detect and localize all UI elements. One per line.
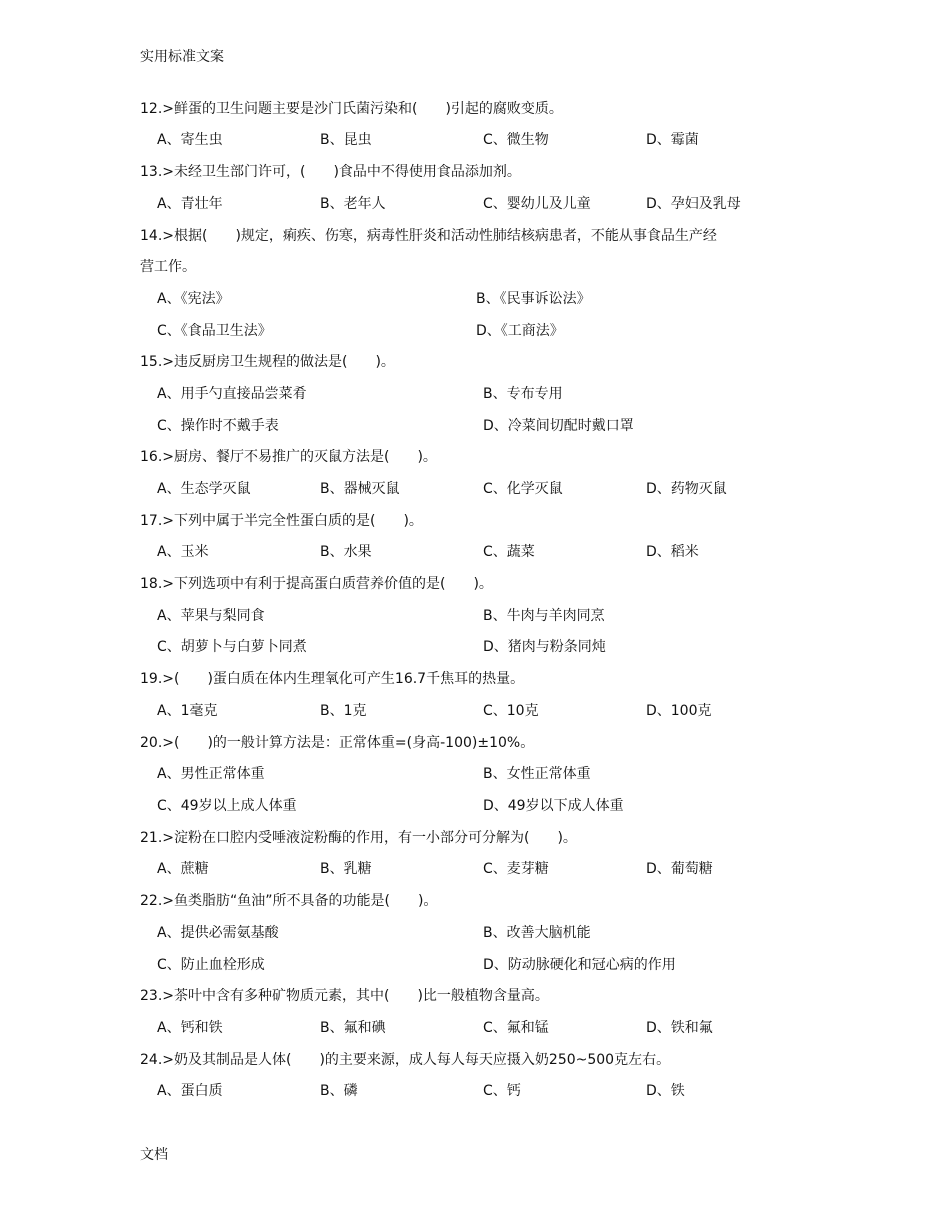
page-footer: 文档 bbox=[140, 1147, 168, 1163]
option-17-b: B、水果 bbox=[320, 544, 372, 560]
option-24-d: D、铁 bbox=[646, 1083, 685, 1099]
option-15-b: B、专布专用 bbox=[483, 386, 563, 402]
question-stem-19: 19.>( )蛋白质在体内生理氧化可产生16.7千焦耳的热量。 bbox=[140, 671, 525, 687]
option-15-d: D、冷菜间切配时戴口罩 bbox=[483, 418, 634, 434]
option-13-b: B、老年人 bbox=[320, 196, 386, 212]
option-13-d: D、孕妇及乳母 bbox=[646, 196, 741, 212]
option-21-d: D、葡萄糖 bbox=[646, 861, 713, 877]
question-stem-16: 16.>厨房、餐厅不易推广的灭鼠方法是( )。 bbox=[140, 449, 437, 465]
option-19-d: D、100克 bbox=[646, 703, 712, 719]
option-16-a: A、生态学灭鼠 bbox=[157, 481, 251, 497]
option-15-c: C、操作时不戴手表 bbox=[157, 418, 279, 434]
option-13-c: C、婴幼儿及儿童 bbox=[483, 196, 591, 212]
option-19-a: A、1毫克 bbox=[157, 703, 218, 719]
option-23-d: D、铁和氟 bbox=[646, 1020, 713, 1036]
option-14-b: B、《民事诉讼法》 bbox=[476, 291, 591, 307]
option-20-b: B、女性正常体重 bbox=[483, 766, 591, 782]
option-19-b: B、1克 bbox=[320, 703, 367, 719]
option-17-d: D、稻米 bbox=[646, 544, 699, 560]
option-14-a: A、《宪法》 bbox=[157, 291, 230, 307]
option-24-a: A、蛋白质 bbox=[157, 1083, 223, 1099]
option-24-c: C、钙 bbox=[483, 1083, 521, 1099]
page-header: 实用标准文案 bbox=[140, 49, 224, 65]
option-16-c: C、化学灭鼠 bbox=[483, 481, 563, 497]
option-23-a: A、钙和铁 bbox=[157, 1020, 223, 1036]
question-stem-24: 24.>奶及其制品是人体( )的主要来源，成人每人每天应摄入奶250~500克左右。 bbox=[140, 1052, 671, 1068]
option-18-c: C、胡萝卜与白萝卜同煮 bbox=[157, 639, 307, 655]
question-stem-14: 14.>根据( )规定，痢疾、伤寒，病毒性肝炎和活动性肺结核病患者，不能从事食品生产经 bbox=[140, 228, 717, 244]
option-22-d: D、防动脉硬化和冠心病的作用 bbox=[483, 957, 676, 973]
option-15-a: A、用手勺直接品尝菜肴 bbox=[157, 386, 307, 402]
option-16-b: B、器械灭鼠 bbox=[320, 481, 400, 497]
question-stem-17: 17.>下列中属于半完全性蛋白质的是( )。 bbox=[140, 513, 423, 529]
option-18-d: D、猪肉与粉条同炖 bbox=[483, 639, 606, 655]
question-stem-12: 12.>鲜蛋的卫生问题主要是沙门氏菌污染和( )引起的腐败变质。 bbox=[140, 101, 563, 117]
option-24-b: B、磷 bbox=[320, 1083, 358, 1099]
option-16-d: D、药物灭鼠 bbox=[646, 481, 727, 497]
option-20-d: D、49岁以下成人体重 bbox=[483, 798, 624, 814]
option-12-a: A、寄生虫 bbox=[157, 132, 223, 148]
question-stem-20: 20.>( )的一般计算方法是：正常体重=(身高-100)±10%。 bbox=[140, 735, 535, 751]
question-stem-21: 21.>淀粉在口腔内受唾液淀粉酶的作用，有一小部分可分解为( )。 bbox=[140, 830, 577, 846]
option-18-b: B、牛肉与羊肉同烹 bbox=[483, 608, 605, 624]
question-stem-22: 22.>鱼类脂肪“鱼油”所不具备的功能是( )。 bbox=[140, 893, 438, 909]
question-stem-13: 13.>未经卫生部门许可，( )食品中不得使用食品添加剂。 bbox=[140, 164, 521, 180]
option-14-c: C、《食品卫生法》 bbox=[157, 323, 272, 339]
question-stem-18: 18.>下列选项中有利于提高蛋白质营养价值的是( )。 bbox=[140, 576, 493, 592]
option-21-b: B、乳糖 bbox=[320, 861, 372, 877]
option-17-a: A、玉米 bbox=[157, 544, 209, 560]
option-21-a: A、蔗糖 bbox=[157, 861, 209, 877]
option-13-a: A、青壮年 bbox=[157, 196, 223, 212]
option-20-c: C、49岁以上成人体重 bbox=[157, 798, 297, 814]
option-17-c: C、蔬菜 bbox=[483, 544, 535, 560]
option-12-b: B、昆虫 bbox=[320, 132, 372, 148]
option-12-c: C、微生物 bbox=[483, 132, 549, 148]
option-12-d: D、霉菌 bbox=[646, 132, 699, 148]
option-14-d: D、《工商法》 bbox=[476, 323, 564, 339]
option-23-b: B、氟和碘 bbox=[320, 1020, 386, 1036]
option-22-b: B、改善大脑机能 bbox=[483, 925, 591, 941]
option-22-a: A、提供必需氨基酸 bbox=[157, 925, 279, 941]
option-22-c: C、防止血栓形成 bbox=[157, 957, 265, 973]
question-stem-14-cont: 营工作。 bbox=[140, 259, 196, 275]
question-stem-23: 23.>茶叶中含有多种矿物质元素，其中( )比一般植物含量高。 bbox=[140, 988, 549, 1004]
option-21-c: C、麦芽糖 bbox=[483, 861, 549, 877]
question-stem-15: 15.>违反厨房卫生规程的做法是( )。 bbox=[140, 354, 395, 370]
option-20-a: A、男性正常体重 bbox=[157, 766, 265, 782]
option-18-a: A、苹果与梨同食 bbox=[157, 608, 265, 624]
option-23-c: C、氟和锰 bbox=[483, 1020, 549, 1036]
option-19-c: C、10克 bbox=[483, 703, 539, 719]
